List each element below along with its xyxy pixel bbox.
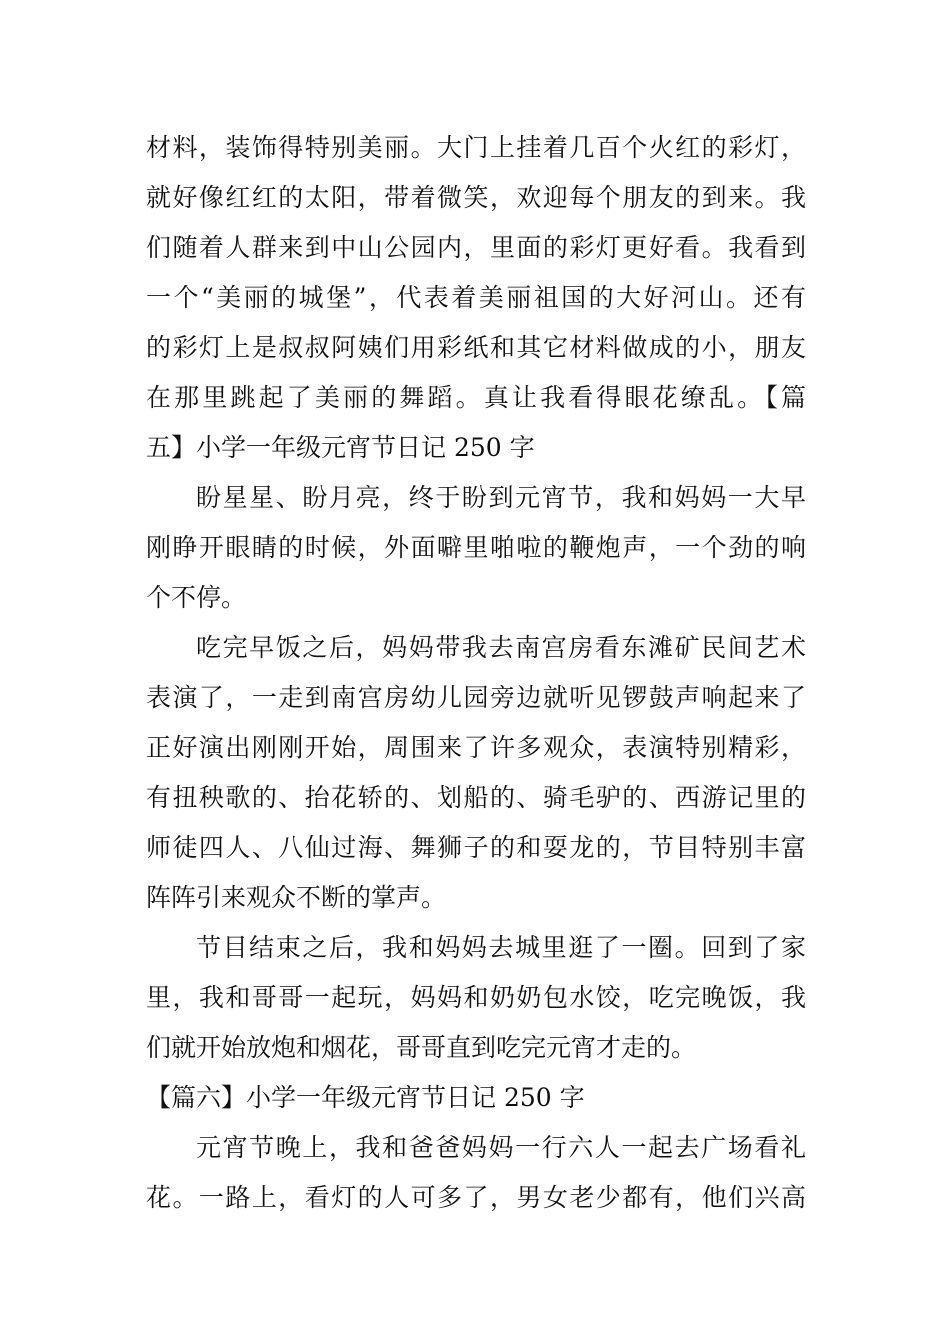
text-line: 阵阵引来观众不断的掌声。 (146, 883, 447, 912)
text-line: 们就开始放炮和烟花，哥哥直到吃完元宵才走的。 (146, 1033, 697, 1062)
text-line: 表演了，一走到南宫房幼儿园旁边就听见锣鼓声响起来了 (146, 683, 806, 712)
paragraph-start-line: 节目结束之后，我和妈妈去城里逛了一圈。回到了家 (196, 933, 806, 962)
text-line: 个不停。 (146, 583, 247, 612)
section-heading: 五】小学一年级元宵节日记 250 字 (146, 433, 535, 462)
text-line: 的彩灯上是叔叔阿姨们用彩纸和其它材料做成的小，朋友 (146, 333, 806, 362)
text-line: 有扭秧歌的、抬花轿的、划船的、骑毛驴的、西游记里的 (146, 783, 806, 812)
text-line: 师徒四人、八仙过海、舞狮子的和耍龙的，节目特别丰富 (146, 833, 806, 862)
section-heading: 【篇六】小学一年级元宵节日记 250 字 (146, 1083, 585, 1112)
text-line: 们随着人群来到中山公园内，里面的彩灯更好看。我看到 (146, 233, 806, 262)
paragraph-start-line: 吃完早饭之后，妈妈带我去南宫房看东滩矿民间艺术 (196, 633, 806, 662)
text-line: 就好像红红的太阳，带着微笑，欢迎每个朋友的到来。我 (146, 183, 806, 212)
text-line: 里，我和哥哥一起玩，妈妈和奶奶包水饺，吃完晚饭，我 (146, 983, 806, 1012)
text-line: 一个“美丽的城堡”，代表着美丽祖国的大好河山。还有 (146, 283, 806, 312)
text-line: 正好演出刚刚开始，周围来了许多观众，表演特别精彩， (146, 733, 806, 762)
text-line: 材料，装饰得特别美丽。大门上挂着几百个火红的彩灯， (146, 133, 806, 162)
text-line: 刚睁开眼睛的时候，外面噼里啪啦的鞭炮声，一个劲的响 (146, 533, 806, 562)
paragraph-start-line: 盼星星、盼月亮，终于盼到元宵节，我和妈妈一大早 (196, 483, 806, 512)
paragraph-start-line: 元宵节晚上，我和爸爸妈妈一行六人一起去广场看礼 (196, 1133, 806, 1162)
text-line: 花。一路上，看灯的人可多了，男女老少都有，他们兴高 (146, 1183, 806, 1212)
text-line: 在那里跳起了美丽的舞蹈。真让我看得眼花缭乱。【篇 (146, 383, 806, 412)
